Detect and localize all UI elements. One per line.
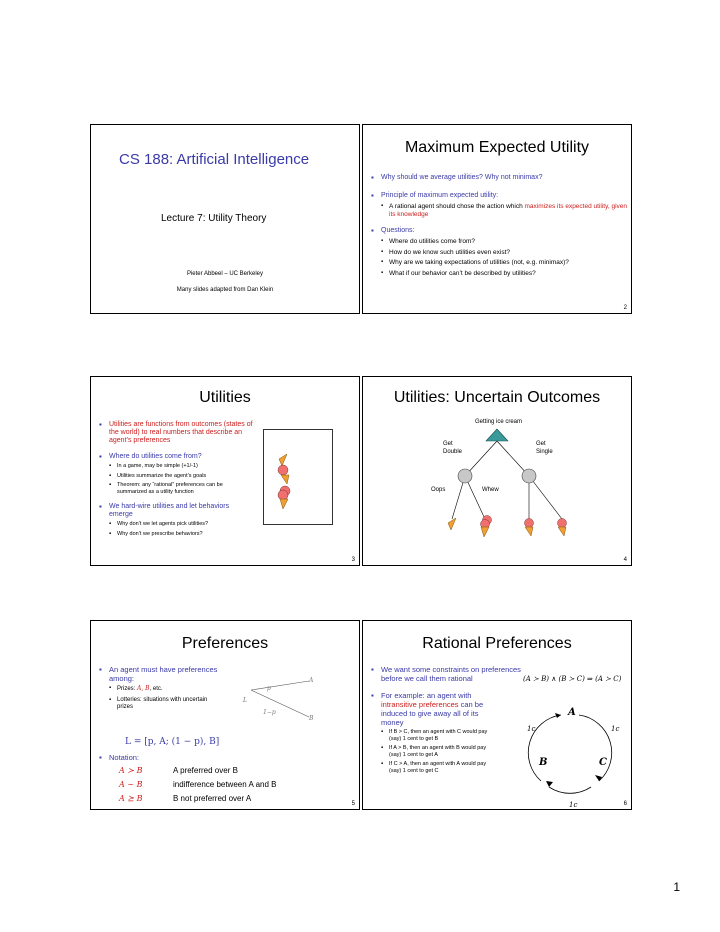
bullet <box>371 691 503 774</box>
sub-text: Prizes: <box>117 686 138 692</box>
bullet <box>371 173 627 183</box>
sub-bullet: ▪ Lotteries: situations with uncertain prizes <box>109 697 217 712</box>
cycle-B: B <box>539 757 548 768</box>
credit: Many slides adapted from Dan Klein <box>176 287 274 293</box>
sub-list <box>109 685 219 712</box>
left-label-2: Double <box>443 449 463 455</box>
sub-bullet: ▪ In a game, may be simple (+1/-1) <box>109 463 259 470</box>
cost-label: 1c <box>527 725 536 733</box>
cycle-A: A <box>568 707 576 718</box>
notation-prefer: A ≻ B <box>119 766 143 775</box>
bullet-text: Principle of maximum expected utility: <box>381 192 499 199</box>
math-text: A, B <box>137 685 150 692</box>
sub-bullet: ▪ Why don’t we prescribe behaviors? <box>109 531 277 538</box>
bullet-list <box>371 665 521 782</box>
slide-6 <box>362 620 632 810</box>
sub-bullet <box>109 685 219 694</box>
bullet <box>371 191 627 218</box>
ice-cream-box <box>263 429 333 525</box>
bullet <box>99 665 219 712</box>
sub-bullet: ▪ Where do utilities come from? <box>381 238 627 246</box>
right-label-2: Single <box>536 449 553 455</box>
slide-title: CS 188: Artificial Intelligence <box>119 151 310 168</box>
slide-number: 3 <box>351 557 355 563</box>
sub-text: , etc. <box>149 686 163 692</box>
lottery-formula: L = [p, A; (1 − p), B] <box>125 737 220 747</box>
bullet-text: Where do utilities come from? <box>109 453 202 460</box>
sub-list <box>381 729 503 774</box>
sub-list <box>381 238 627 277</box>
notation-prefer-desc: A preferred over B <box>173 766 238 775</box>
bullet <box>371 226 627 277</box>
bullet <box>99 453 259 495</box>
notation-weak: A ⪰ B <box>119 794 143 803</box>
diagram-B: B <box>309 715 314 722</box>
sub-bullet: ▪ If C > A, then an agent with A would pay (say) 1 cent to get C <box>381 761 499 774</box>
slide-title: Preferences <box>181 635 269 652</box>
left-label-1: Get <box>443 441 453 447</box>
sub-bullet: ▪ Why are we taking expectations of utilities (not, e.g. minimax)? <box>381 259 627 267</box>
bullet-text: Questions: <box>381 227 415 234</box>
bullet-text: For example: an agent with <box>381 691 472 700</box>
bullet <box>99 753 199 763</box>
chance-node-icon <box>522 469 536 483</box>
slide-3 <box>90 376 360 566</box>
bullet-list <box>371 173 627 285</box>
cycle-C: C <box>599 757 607 768</box>
max-node-icon <box>486 429 508 441</box>
sub-bullet <box>381 203 627 218</box>
oops-label: Oops <box>431 487 446 493</box>
slide-5 <box>90 620 360 810</box>
bullet-text: We hard-wire utilities and let behaviors emerge <box>109 503 230 518</box>
notation-weak-desc: B not preferred over A <box>173 794 252 803</box>
bullet-text: can be induced to give away all of its money <box>381 700 484 727</box>
transitivity-formula: (A ≻ B) ∧ (B ≻ C) ⇒ (A ≻ C) <box>523 675 622 683</box>
notation-indifferent: A ∼ B <box>119 780 143 789</box>
sub-list <box>109 463 259 495</box>
sub-text: A rational agent should chose the action which <box>389 203 525 210</box>
bullet <box>99 503 239 537</box>
slide-title: Maximum Expected Utility <box>404 139 590 156</box>
single-scoop-icon <box>558 519 567 537</box>
diagram-L: L <box>243 697 247 704</box>
sub-bullet: ▪ If B > C, then an agent with C would pay (say) 1 cent to get B <box>381 729 499 742</box>
slide-4 <box>362 376 632 566</box>
slide-title: Rational Preferences <box>422 635 572 652</box>
bullet-list <box>99 665 219 720</box>
author: Pieter Abbeel – UC Berkeley <box>186 271 264 277</box>
sub-bullet: ▪ Theorem: any “rational” preferences can be summarized as a utility function <box>109 482 247 495</box>
sub-list <box>109 521 239 537</box>
slide-1 <box>90 124 360 314</box>
slide-subtitle: Lecture 7: Utility Theory <box>161 213 267 224</box>
double-scoop-icon <box>481 516 492 538</box>
diagram-p: p <box>267 685 271 692</box>
page-number: 1 <box>673 880 680 894</box>
bullet <box>371 665 521 683</box>
diagram-A: A <box>309 677 314 684</box>
slide-title: Utilities: Uncertain Outcomes <box>393 389 601 406</box>
bullet <box>99 421 259 445</box>
cost-label: 1c <box>611 725 620 733</box>
sub-list <box>381 203 627 218</box>
cost-label: 1c <box>569 801 578 809</box>
sub-bullet: ▪ How do we know such utilities even exist? <box>381 249 627 257</box>
bullet-text: Why should we average utilities? Why not minimax? <box>381 174 543 181</box>
whew-label: Whew <box>482 487 499 493</box>
diagram-one-minus-p: 1−p <box>263 709 276 716</box>
cone-icon <box>448 518 456 530</box>
chance-node-icon <box>458 469 472 483</box>
sub-bullet: ▪ What if our behavior can’t be described by utilities? <box>381 270 627 278</box>
bullet-text: Notation: <box>109 753 140 762</box>
slide-number: 4 <box>623 557 627 563</box>
right-label-1: Get <box>536 441 546 447</box>
sub-text-highlight: maximizes its expected utility, given its knowledge <box>389 203 627 218</box>
sub-bullet: ▪ Why don’t we let agents pick utilities? <box>109 521 277 528</box>
bullet-text: Utilities are functions from outcomes (states of the world) to real numbers that describe an agent’s preferences <box>109 421 253 444</box>
bullet-text-highlight: intransitive preferences <box>381 700 459 709</box>
slide-2 <box>362 124 632 314</box>
slide-number: 6 <box>623 801 627 807</box>
single-scoop-icon <box>525 519 534 537</box>
bullet-text: An agent must have preferences among: <box>109 665 218 683</box>
sub-bullet: ▪ If A > B, then an agent with B would pay (say) 1 cent to get A <box>381 745 499 758</box>
money-pump-cycle <box>513 707 629 801</box>
sub-bullet: ▪ Utilities summarize the agent’s goals <box>109 473 259 480</box>
outcome-tree <box>363 377 631 565</box>
root-label: Getting ice cream <box>475 419 523 425</box>
notation-indifferent-desc: indifference between A and B <box>173 780 277 789</box>
bullet-list <box>99 421 259 545</box>
slide-number: 2 <box>623 305 627 311</box>
slide-number: 5 <box>351 801 355 807</box>
bullet-text: We want some constraints on preferences before we call them rational <box>381 665 521 683</box>
slide-title: Utilities <box>199 389 251 406</box>
